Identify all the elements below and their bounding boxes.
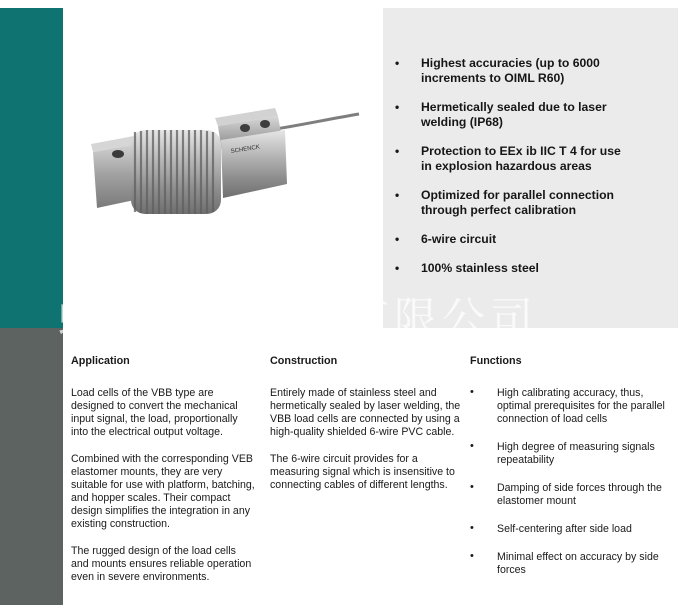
bullet-icon: •: [395, 100, 400, 114]
teal-sidebar-band: [0, 8, 63, 328]
functions-heading: Functions: [470, 355, 522, 367]
bullet-icon: •: [470, 550, 474, 562]
feature-list: [383, 56, 673, 290]
feature-panel: [383, 8, 678, 328]
slate-sidebar-band: [0, 328, 63, 605]
bullet-icon: •: [395, 56, 400, 70]
application-column: [71, 355, 256, 598]
feature-item: • Optimized for parallel connection through perfect calibration: [395, 188, 614, 217]
feature-item: • 100% stainless steel: [395, 261, 539, 275]
bullet-icon: •: [470, 440, 474, 452]
construction-paragraph: The 6-wire circuit provides for a measuring signal which is insensitive to connecting cables of different lengths.: [270, 453, 455, 491]
bullet-icon: •: [470, 522, 474, 534]
bullet-icon: •: [470, 481, 474, 493]
bullet-icon: •: [470, 386, 474, 398]
bullet-icon: •: [395, 188, 400, 202]
functions-column: [470, 355, 670, 592]
feature-item: • Hermetically sealed due to laser welding (IP68): [395, 100, 607, 129]
bullet-icon: •: [395, 261, 400, 275]
function-item: • Minimal effect on accuracy by side forces: [470, 550, 659, 576]
feature-item: • 6-wire circuit: [395, 232, 497, 246]
application-paragraph: Load cells of the VBB type are designed to convert the mechanical input signal, the load, proportionally into the electrical output voltage.: [71, 387, 238, 438]
application-paragraph: Combined with the corresponding VEB elastomer mounts, they are very suitable for use with platform, batching, and hopper scales. Their compact design simplifies the integration in any existing construction.: [71, 453, 255, 530]
construction-heading: Construction: [270, 355, 338, 367]
construction-column: [270, 355, 462, 506]
function-item: • Damping of side forces through the elastomer mount: [470, 481, 662, 507]
application-paragraph: The rugged design of the load cells and mounts ensures reliable operation even in severe environments.: [71, 545, 252, 583]
function-item: • High calibrating accuracy, thus, optimal prerequisites for the parallel connection of load cells: [470, 386, 665, 425]
application-heading: Application: [71, 355, 130, 367]
construction-paragraph: Entirely made of stainless steel and hermetically sealed by laser welding, the VBB load cells are connected by using a high-quality shielded 6-wire PVC cable.: [270, 387, 461, 438]
function-item: • Self-centering after side load: [470, 522, 632, 535]
load-cell-photo-icon: [63, 8, 383, 328]
brand-label: SCHENCK: [230, 144, 261, 155]
bullet-icon: •: [395, 232, 400, 246]
feature-item: • Protection to EEx ib IIC T 4 for use in explosion hazardous areas: [395, 144, 621, 173]
bullet-icon: •: [395, 144, 400, 158]
function-item: • High degree of measuring signals repeatability: [470, 440, 655, 466]
product-photo: [63, 8, 383, 328]
company-watermark: 蚌埠大和电气有限公司: [58, 294, 538, 344]
functions-list: [470, 387, 670, 577]
feature-item: • Highest accuracies (up to 6000 increments to OIML R60): [395, 56, 600, 85]
